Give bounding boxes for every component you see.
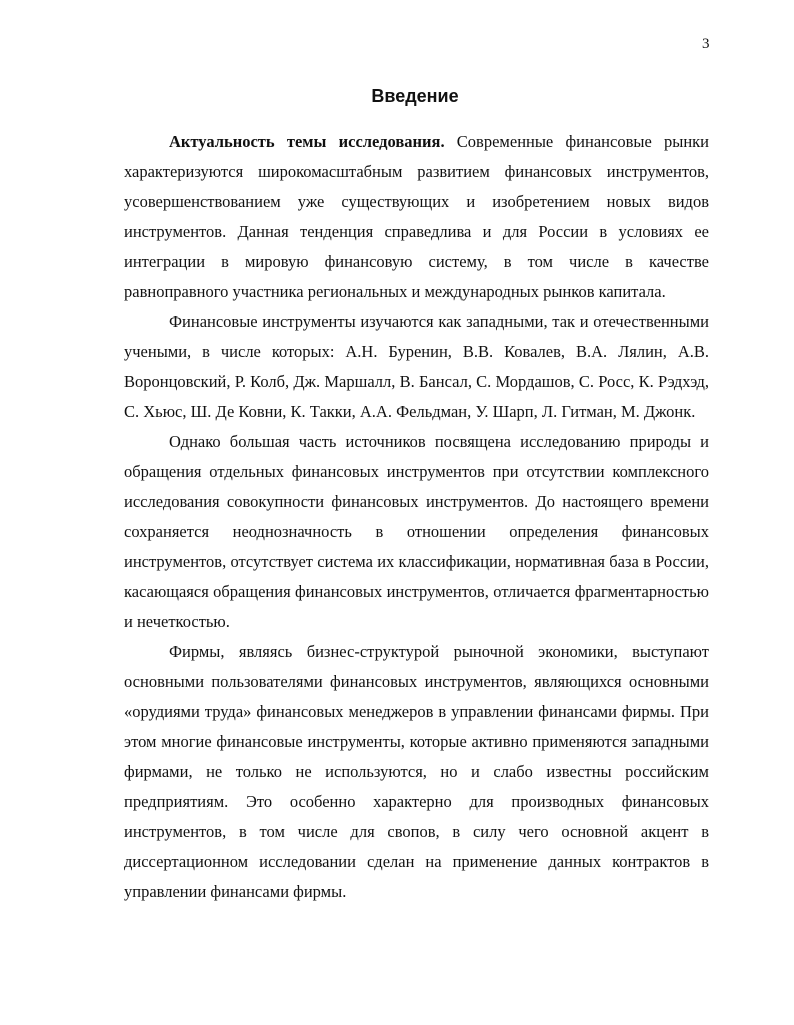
body-text — [124, 127, 709, 907]
paragraph-sources — [124, 427, 709, 637]
page-title: Введение — [371, 86, 459, 106]
paragraph-text: Однако большая часть источников посвящена исследованию природы и обращения отдельных финансовых инструментов при отсутствии комплексного исследования совокупности финансовых инструментов. До настоящего времени сохраняется неоднозначность в отношении определения финансовых инструментов, отсутствует система их классификации, нормативная база в России, касающаяся обращения финансовых инструментов, отличается фрагментарностью и нечеткостью. — [124, 432, 709, 631]
paragraph-text: Финансовые инструменты изучаются как западными, так и отечественными учеными, в числе которых: А.Н. Буренин, В.В. Ковалев, В.А. Лялин, А.В. Воронцовский, Р. Колб, Дж. Маршалл, В. Бансал, С. Мордашов, С. Росс, К. Рэдхэд, С. Хьюс, Ш. Де Ковни, К. Такки, А.А. Фельдман, У. Шарп, Л. Гитман, М. Джонк. — [124, 312, 709, 421]
paragraph-text: Фирмы, являясь бизнес-структурой рыночной экономики, выступают основными пользователями финансовых инструментов, являющихся основными «орудиями труда» финансовых менеджеров в управлении финансами фирмы. При этом многие финансовые инструменты, которые активно применяются западными фирмами, не только не используются, но и слабо известны российским предприятиям. Это особенно характерно для производных финансовых инструментов, в том числе для свопов, в силу чего основной акцент в диссертационном исследовании сделан на применение данных контрактов в управлении финансами фирмы. — [124, 642, 709, 901]
paragraph-lead: Актуальность темы исследования. — [169, 132, 445, 151]
page-number: 3 — [702, 36, 710, 52]
paragraph-researchers — [124, 307, 709, 427]
paragraph-text: Современные финансовые рынки характеризуются широкомасштабным развитием финансовых инструментов, усовершенствованием уже существующих и изобретением новых видов инструментов. Данная тенденция справедлива и для России в условиях ее интеграции в мировую финансовую систему, в том числе в качестве равноправного участника региональных и международных рынков капитала. — [124, 132, 710, 301]
paragraph-firms — [124, 637, 709, 907]
paragraph-relevance — [124, 127, 709, 307]
